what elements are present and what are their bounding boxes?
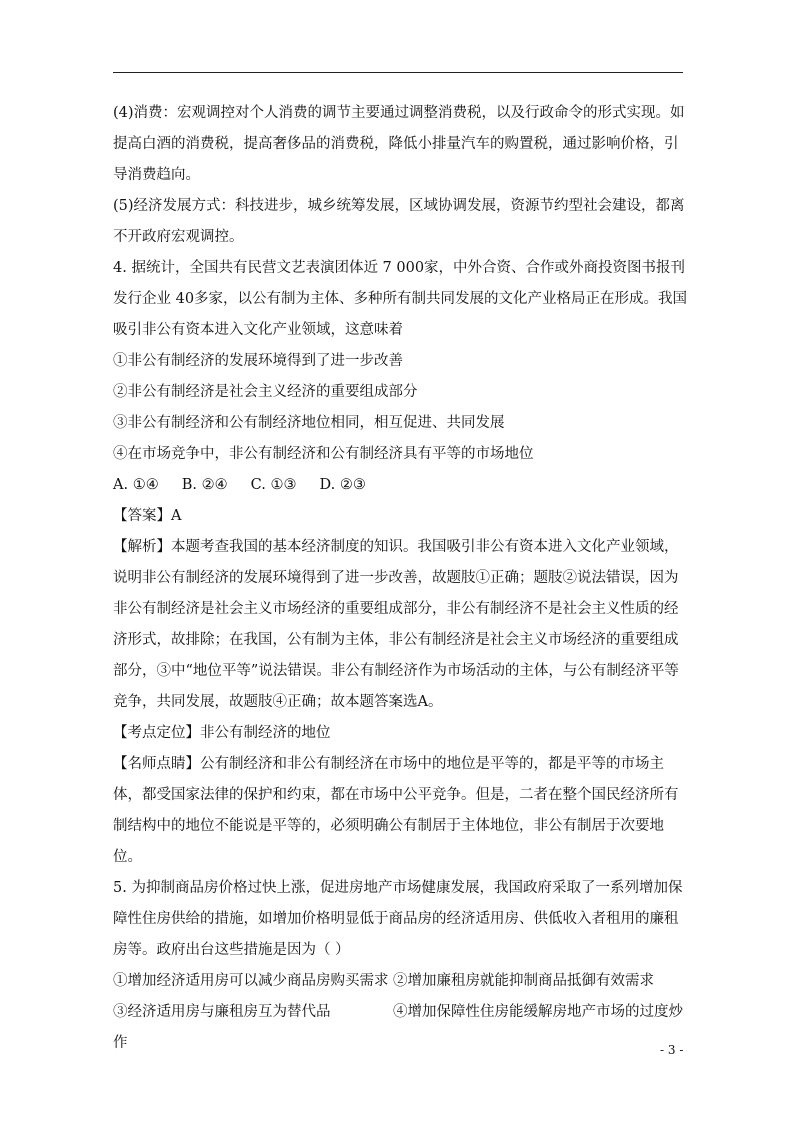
question-4-option-2: ②非公有制经济是社会主义经济的重要组成部分 bbox=[113, 384, 418, 400]
question-4-knowledge-point: 【考点定位】非公有制经济的地位 bbox=[113, 725, 331, 741]
question-5-option-2: ②增加廉租房就能抑制商品抵御有效需求 bbox=[393, 973, 654, 989]
question-5-options-row-1 bbox=[113, 966, 688, 997]
question-4-analysis: 【解析】本题考查我国的基本经济制度的知识。我国吸引非公有资本进入文化产业领域，说明非公有制经济的发展环境得到了进一步改善，故题肢①正确；题肢②说法错误，因为非公有制经济是社会主义市场经济的重要组成部分，非公有制经济不是社会主义性质的经济形式，故排除；在我国，公有制为主体，非公有制经济是社会主义市场经济的重要组成部分，③中“地位平等”说法错误。非公有制经济作为市场活动的主体，与公有制经济平等竞争，共同发展，故题肢④正确；故本题答案选A。 bbox=[113, 539, 679, 710]
question-4-answer: 【答案】A bbox=[113, 508, 182, 524]
question-5-option-4-continued: 作 bbox=[113, 1035, 128, 1051]
question-4-teacher-comment: 【名师点睛】公有制经济和非公有制经济在市场中的地位是平等的，都是平等的市场主体，都受国家法律的保护和约束，都在市场中公平竞争。但是，二者在整个国民经济所有制结构中的地位不能说是平等的，必须明确公有制居于主体地位，非公有制居于次要地位。 bbox=[113, 756, 679, 865]
question-4-option-3: ③非公有制经济和公有制经济地位相同，相互促进、共同发展 bbox=[113, 415, 505, 431]
question-4-stem: 4. 据统计，全国共有民营文艺表演团体近 7 000家，中外合资、合作或外商投资图书报刊发行企业 40多家，以公有制为主体、多种所有制共同发展的文化产业格局正在形成。我国吸引非公有资本进入文化产业领域，这意味着 bbox=[113, 260, 688, 338]
question-4-option-4: ④在市场竞争中，非公有制经济和公有制经济具有平等的市场地位 bbox=[113, 446, 534, 462]
header-rule bbox=[113, 72, 683, 73]
question-4-option-1: ①非公有制经济的发展环境得到了进一步改善 bbox=[113, 353, 403, 369]
paragraph-development-mode: (5)经济发展方式：科技进步，城乡统筹发展，区域协调发展，资源节约型社会建设，都离不开政府宏观调控。 bbox=[113, 198, 685, 245]
paragraph-consumption: (4)消费：宏观调控对个人消费的调节主要通过调整消费税，以及行政命令的形式实现。如提高白酒的消费税，提高奢侈品的消费税，降低小排量汽车的购置税，通过影响价格，引导消费趋向。 bbox=[113, 105, 685, 183]
page-number: - 3 - bbox=[660, 1043, 684, 1057]
question-5-options-row-2 bbox=[113, 997, 688, 1028]
question-5-option-1: ①增加经济适用房可以减少商品房购买需求 bbox=[113, 973, 389, 989]
question-4-choices: A. ①④ B. ②④ C. ①③ D. ②③ bbox=[113, 477, 366, 493]
document-body bbox=[113, 98, 688, 1059]
question-5-stem: 5. 为抑制商品房价格过快上涨，促进房地产市场健康发展，我国政府采取了一系列增加保障性住房供给的措施，如增加价格明显低于商品房的经济适用房、供低收入者租用的廉租房等。政府出台这些措施是因为（ ） bbox=[113, 880, 683, 958]
question-5-option-4: ④增加保障性住房能缓解房地产市场的过度炒 bbox=[393, 1004, 683, 1020]
question-5-option-3: ③经济适用房与廉租房互为替代品 bbox=[113, 1004, 331, 1020]
